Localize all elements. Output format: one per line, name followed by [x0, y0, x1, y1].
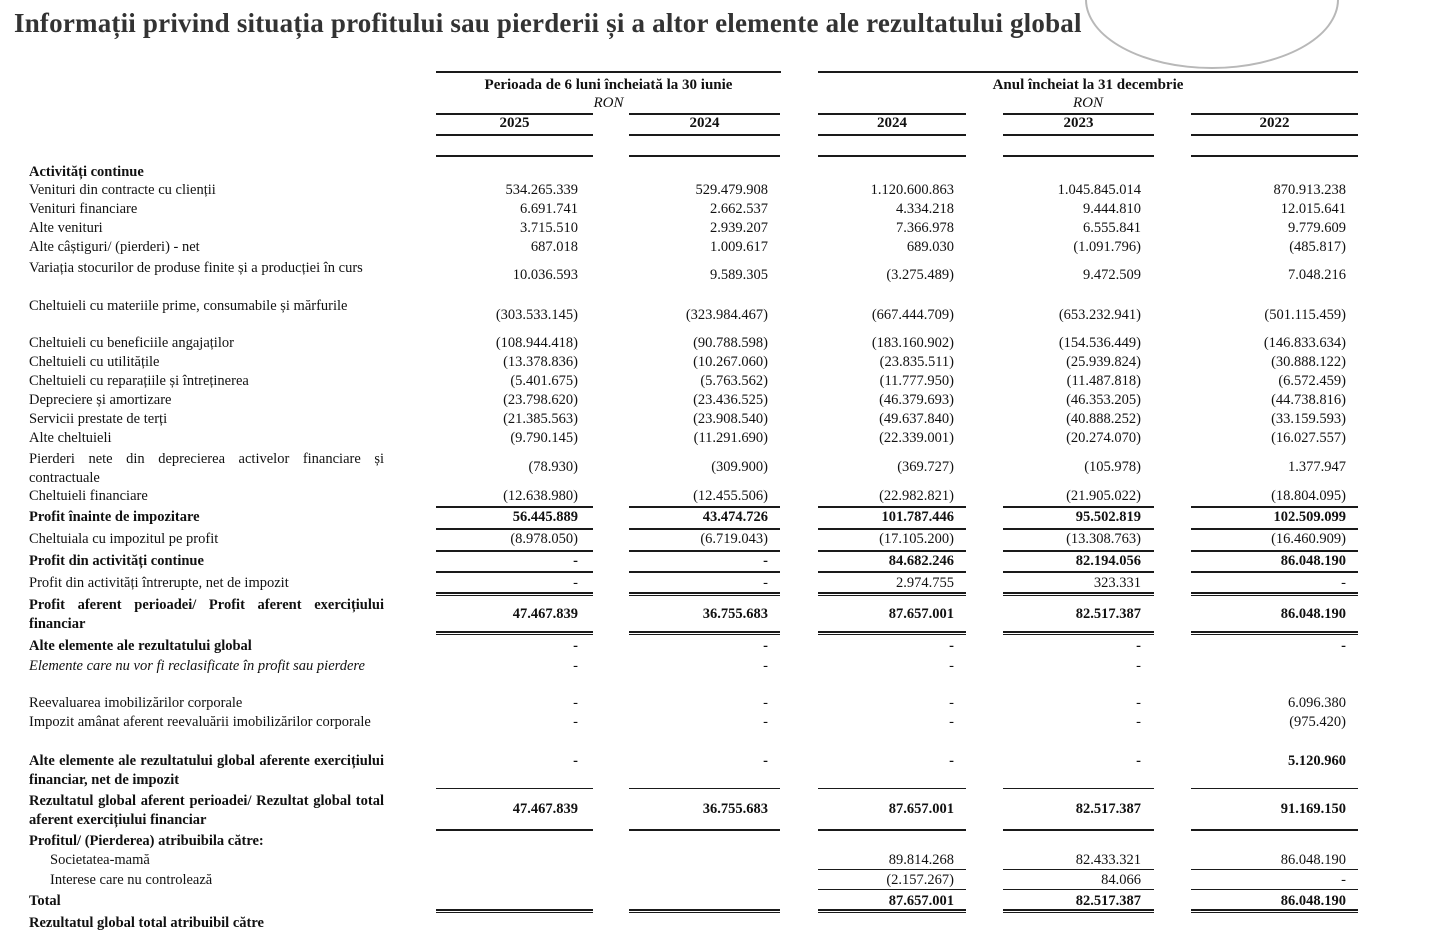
table-row [0, 259, 1440, 297]
value-cell: 1.120.600.863 [870, 182, 954, 198]
value-cell: 86.048.190 [1280, 852, 1346, 868]
column-group-annual-currency: RON [1073, 95, 1103, 111]
value-cell: 9.589.305 [710, 267, 768, 283]
value-cell: (108.944.418) [495, 335, 578, 351]
table-row [0, 892, 1440, 911]
column-rule [818, 134, 966, 136]
value-cell: 2.662.537 [710, 201, 768, 217]
table-row [0, 914, 1440, 933]
table-row [0, 372, 1440, 391]
row-label: Impozit amânat aferent reevaluării imobilizărilor corporale [29, 714, 371, 730]
row-label: Servicii prestate de terți [29, 411, 168, 427]
value-cell: (303.533.145) [495, 307, 578, 323]
value-cell: - [1136, 695, 1141, 711]
value-cell: (23.436.525) [693, 392, 768, 408]
row-label: Profit din activități întrerupte, net de impozit [29, 575, 289, 591]
value-cell: (23.908.540) [693, 411, 768, 427]
value-cell: (369.727) [897, 459, 954, 475]
value-cell: 95.502.819 [1075, 509, 1141, 525]
value-cell: 1.377.947 [1288, 459, 1346, 475]
column-rule [1191, 134, 1358, 136]
row-label: Venituri financiare [29, 201, 138, 217]
value-cell: (11.291.690) [693, 430, 768, 446]
value-cell: 86.048.190 [1280, 893, 1346, 909]
row-label: Rezultatul global aferent perioadei/ Rezultat global total aferent exercițiului financiar [29, 793, 384, 828]
table-row [0, 552, 1440, 571]
column-rule [1191, 912, 1358, 913]
row-label: Rezultatul global total atribuibil către [29, 915, 264, 931]
value-cell: 687.018 [530, 239, 578, 255]
row-label: Profit înainte de impozitare [29, 509, 200, 525]
table-row [0, 353, 1440, 372]
page-title: Informații privind situația profitului sau pierderii și a altor elemente ale rezultatului global [14, 8, 1082, 38]
table-row [0, 792, 1440, 830]
value-cell: (46.379.693) [879, 392, 954, 408]
table-row [0, 181, 1440, 200]
header-rule-group1 [436, 71, 781, 73]
value-cell: (40.888.252) [1066, 411, 1141, 427]
year-header: 2024 [877, 115, 907, 131]
column-rule [629, 134, 780, 136]
value-cell: - [763, 575, 768, 591]
year-header: 2022 [1259, 115, 1290, 131]
value-cell: 84.066 [1101, 872, 1141, 888]
value-cell: (975.420) [1289, 714, 1346, 730]
value-cell: 6.096.380 [1288, 695, 1346, 711]
row-label: Cheltuieli financiare [29, 488, 148, 504]
table-row [0, 219, 1440, 238]
table-row [0, 163, 1440, 182]
value-cell: (22.982.821) [879, 488, 954, 504]
value-cell: (12.455.506) [693, 488, 768, 504]
value-cell: 7.366.978 [896, 220, 954, 236]
value-cell: (25.939.824) [1066, 354, 1141, 370]
table-row [0, 297, 1440, 335]
table-row [0, 596, 1440, 634]
value-cell: - [573, 575, 578, 591]
value-cell: 87.657.001 [888, 801, 954, 817]
table-row [0, 429, 1440, 448]
row-label: Cheltuieli cu beneficiile angajaților [29, 335, 234, 351]
table-row [0, 334, 1440, 353]
value-cell: 1.045.845.014 [1057, 182, 1141, 198]
value-cell: (5.763.562) [700, 373, 768, 389]
column-rule [629, 912, 780, 913]
table-row [0, 391, 1440, 410]
row-label: Profit aferent perioadei/ Profit aferent exercițiului financiar [29, 597, 384, 632]
value-cell: - [573, 753, 578, 769]
value-cell: (21.905.022) [1066, 488, 1141, 504]
value-cell: (22.339.001) [879, 430, 954, 446]
value-cell: (653.232.941) [1058, 307, 1141, 323]
column-rule [436, 571, 593, 573]
row-label: Profitul/ (Pierderea) atribuibila către: [29, 833, 264, 849]
column-rule [818, 912, 966, 913]
value-cell: (49.637.840) [879, 411, 954, 427]
value-cell: (309.900) [711, 459, 768, 475]
value-cell: - [763, 638, 768, 654]
value-cell: 870.913.238 [1273, 182, 1346, 198]
table-row [0, 694, 1440, 713]
row-label: Pierderi nete din deprecierea activelor financiare și contractuale [29, 451, 384, 486]
value-cell: - [763, 658, 768, 674]
value-cell: 534.265.339 [505, 182, 578, 198]
value-cell: - [1136, 714, 1141, 730]
value-cell: 3.715.510 [520, 220, 578, 236]
value-cell: (16.460.909) [1271, 531, 1346, 547]
year-header: 2025 [499, 115, 530, 131]
column-rule [1191, 113, 1358, 115]
value-cell: 9.779.609 [1288, 220, 1346, 236]
value-cell: 5.120.960 [1288, 753, 1346, 769]
value-cell: 89.814.268 [888, 852, 954, 868]
column-group-annual-label: Anul încheiat la 31 decembrie [992, 77, 1184, 93]
value-cell: 6.555.841 [1083, 220, 1141, 236]
row-label: Cheltuieli cu utilitățile [29, 354, 160, 370]
value-cell: 10.036.593 [512, 267, 578, 283]
value-cell: (20.274.070) [1066, 430, 1141, 446]
table-row [0, 832, 1440, 851]
column-rule [629, 571, 780, 573]
row-label: Cheltuiala cu impozitul pe profit [29, 531, 219, 547]
value-cell: 689.030 [906, 239, 954, 255]
value-cell: 6.691.741 [520, 201, 578, 217]
value-cell: (33.159.593) [1271, 411, 1346, 427]
stamp-seal [1085, 0, 1339, 69]
value-cell: 56.445.889 [512, 509, 578, 525]
value-cell: 87.657.001 [888, 606, 954, 622]
table-row [0, 851, 1440, 870]
row-label: Alte câștiguri/ (pierderi) - net [29, 239, 200, 255]
column-rule [1191, 571, 1358, 573]
value-cell: 82.517.387 [1075, 606, 1141, 622]
column-rule [1003, 134, 1154, 136]
value-cell: - [1136, 638, 1141, 654]
value-cell: 86.048.190 [1280, 553, 1346, 569]
value-cell: - [763, 714, 768, 730]
column-rule [1003, 634, 1154, 635]
column-rule [818, 155, 966, 157]
value-cell: (501.115.459) [1264, 307, 1346, 323]
column-rule [436, 155, 593, 157]
value-cell: 7.048.216 [1288, 267, 1346, 283]
column-rule [1003, 571, 1154, 573]
value-cell: 86.048.190 [1280, 606, 1346, 622]
value-cell: (5.401.675) [510, 373, 578, 389]
value-cell: (105.978) [1084, 459, 1141, 475]
value-cell: (44.738.816) [1271, 392, 1346, 408]
value-cell: (6.572.459) [1278, 373, 1346, 389]
column-rule [629, 634, 780, 635]
value-cell: (18.804.095) [1271, 488, 1346, 504]
value-cell: 91.169.150 [1280, 801, 1346, 817]
value-cell: - [949, 658, 954, 674]
column-rule [629, 113, 780, 115]
value-cell: - [1341, 638, 1346, 654]
value-cell: 323.331 [1093, 575, 1141, 591]
value-cell: (90.788.598) [693, 335, 768, 351]
value-cell: - [763, 695, 768, 711]
value-cell: - [573, 553, 578, 569]
row-label: Depreciere și amortizare [29, 392, 172, 408]
table-row [0, 508, 1440, 527]
row-label: Profit din activități continue [29, 553, 204, 569]
value-cell: - [573, 695, 578, 711]
value-cell: 84.682.246 [888, 553, 954, 569]
value-cell: 36.755.683 [702, 606, 768, 622]
value-cell: 101.787.446 [881, 509, 954, 525]
value-cell: (1.091.796) [1073, 239, 1141, 255]
value-cell: (183.160.902) [871, 335, 954, 351]
row-label: Interese care nu controlează [50, 872, 213, 888]
value-cell: 87.657.001 [888, 893, 954, 909]
column-rule [818, 634, 966, 635]
value-cell: (9.790.145) [510, 430, 578, 446]
row-label: Cheltuieli cu materiile prime, consumabile și mărfurile [29, 298, 348, 314]
value-cell: 36.755.683 [702, 801, 768, 817]
value-cell: 82.194.056 [1075, 553, 1141, 569]
value-cell: (11.487.818) [1066, 373, 1141, 389]
value-cell: - [949, 638, 954, 654]
column-rule [1003, 155, 1154, 157]
column-rule [629, 155, 780, 157]
value-cell: - [949, 714, 954, 730]
value-cell: 82.517.387 [1075, 801, 1141, 817]
value-cell: - [1136, 658, 1141, 674]
value-cell: - [763, 753, 768, 769]
column-rule [436, 134, 593, 136]
year-header: 2023 [1063, 115, 1094, 131]
value-cell: (78.930) [528, 459, 578, 475]
row-label: Societatea-mamă [50, 852, 150, 868]
column-group-6months-label: Perioada de 6 luni încheiată la 30 iunie [484, 77, 733, 93]
table-row [0, 752, 1440, 790]
value-cell: 43.474.726 [702, 509, 768, 525]
table-row [0, 713, 1440, 751]
value-cell: - [1136, 753, 1141, 769]
table-row [0, 871, 1440, 890]
value-cell: (154.536.449) [1058, 335, 1141, 351]
table-row [0, 530, 1440, 549]
value-cell: (485.817) [1289, 239, 1346, 255]
value-cell: (12.638.980) [503, 488, 578, 504]
value-cell: 12.015.641 [1280, 201, 1346, 217]
column-rule [818, 571, 966, 573]
value-cell: 2.939.207 [710, 220, 768, 236]
value-cell: - [573, 658, 578, 674]
column-group-annual [818, 76, 1358, 112]
value-cell: (146.833.634) [1263, 335, 1346, 351]
row-label: Activități continue [29, 164, 144, 180]
year-header: 2024 [689, 115, 720, 131]
value-cell: (6.719.043) [700, 531, 768, 547]
table-row [0, 487, 1440, 506]
row-label: Total [29, 893, 61, 909]
table-row [0, 410, 1440, 429]
row-label: Alte venituri [29, 220, 103, 236]
column-rule [436, 912, 593, 913]
value-cell: 9.444.810 [1083, 201, 1141, 217]
table-row [0, 450, 1440, 488]
table-row [0, 574, 1440, 593]
column-rule [1003, 912, 1154, 913]
value-cell: (10.267.060) [693, 354, 768, 370]
row-label: Alte cheltuieli [29, 430, 112, 446]
value-cell: (46.353.205) [1066, 392, 1141, 408]
header-rule-group2 [818, 71, 1358, 73]
table-row [0, 657, 1440, 695]
value-cell: - [1341, 872, 1346, 888]
column-rule [436, 634, 593, 635]
row-label: Reevaluarea imobilizărilor corporale [29, 695, 243, 711]
value-cell: (16.027.557) [1271, 430, 1346, 446]
value-cell: 2.974.755 [896, 575, 954, 591]
value-cell: - [763, 553, 768, 569]
column-rule [1003, 113, 1154, 115]
value-cell: (323.984.467) [685, 307, 768, 323]
value-cell: 9.472.509 [1083, 267, 1141, 283]
column-group-6months [436, 76, 781, 112]
value-cell: 529.479.908 [695, 182, 768, 198]
value-cell: 82.433.321 [1075, 852, 1141, 868]
table-row [0, 238, 1440, 257]
value-cell: (3.275.489) [886, 267, 954, 283]
value-cell: (17.105.200) [879, 531, 954, 547]
value-cell: (8.978.050) [510, 531, 578, 547]
value-cell: 82.517.387 [1075, 893, 1141, 909]
value-cell: - [573, 714, 578, 730]
column-rule [1191, 634, 1358, 635]
value-cell: 1.009.617 [710, 239, 768, 255]
row-label: Alte elemente ale rezultatului global aferente exercițiului financiar, net de impozit [29, 753, 384, 788]
value-cell: (667.444.709) [871, 307, 954, 323]
value-cell: (13.378.836) [503, 354, 578, 370]
column-rule [1191, 155, 1358, 157]
value-cell: 47.467.839 [512, 801, 578, 817]
value-cell: (30.888.122) [1271, 354, 1346, 370]
value-cell: (2.157.267) [886, 872, 954, 888]
value-cell: - [949, 753, 954, 769]
column-rule [818, 113, 966, 115]
value-cell: (13.308.763) [1066, 531, 1141, 547]
value-cell: (23.798.620) [503, 392, 578, 408]
column-rule [436, 113, 593, 115]
value-cell: (23.835.511) [879, 354, 954, 370]
row-label: Elemente care nu vor fi reclasificate în profit sau pierdere [29, 658, 365, 674]
row-label: Cheltuieli cu reparațiile și întreținerea [29, 373, 249, 389]
value-cell: 47.467.839 [512, 606, 578, 622]
row-label: Variația stocurilor de produse finite și a producției în curs [29, 260, 363, 276]
value-cell: (21.385.563) [503, 411, 578, 427]
value-cell: 102.509.099 [1273, 509, 1346, 525]
value-cell: - [1341, 575, 1346, 591]
table-row [0, 200, 1440, 219]
value-cell: - [949, 695, 954, 711]
value-cell: (11.777.950) [879, 373, 954, 389]
table-row [0, 637, 1440, 656]
row-label: Alte elemente ale rezultatului global [29, 638, 252, 654]
value-cell: 4.334.218 [896, 201, 954, 217]
row-label: Venituri din contracte cu clienții [29, 182, 216, 198]
value-cell: - [573, 638, 578, 654]
column-group-6months-currency: RON [593, 95, 624, 111]
